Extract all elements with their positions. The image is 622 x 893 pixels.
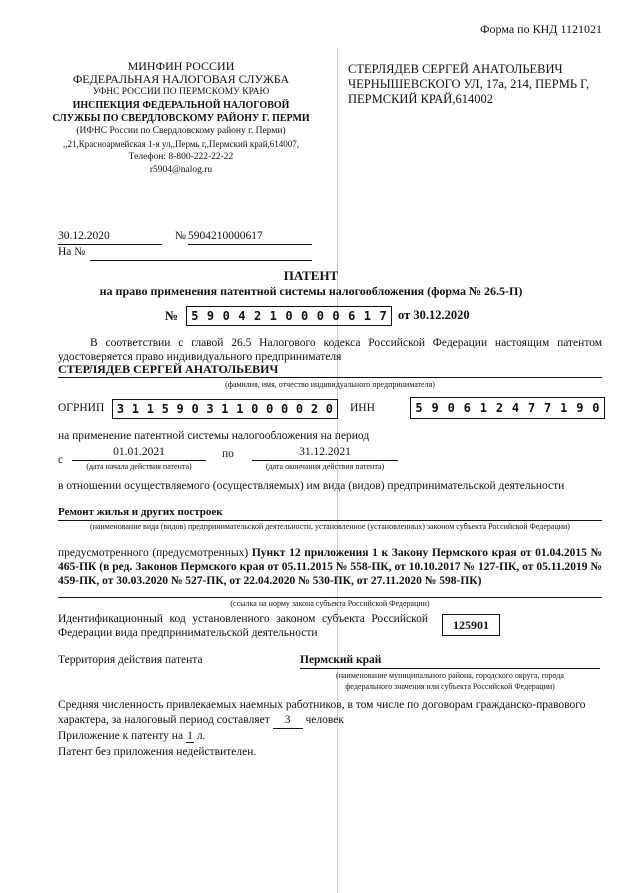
patent-number-digit: 2 <box>253 309 262 323</box>
ogrnip-digit: 1 <box>221 402 229 416</box>
inn-box <box>410 397 605 419</box>
ogrnip-digit: 5 <box>161 402 169 416</box>
ogrnip-digit: 0 <box>295 402 304 416</box>
inn-digit: 7 <box>544 401 552 415</box>
inn-digit: 7 <box>527 401 536 415</box>
reference-label: На № <box>58 246 86 258</box>
employees-paragraph <box>58 698 602 729</box>
appendix-line <box>58 730 205 743</box>
inn-digit: 2 <box>495 401 504 415</box>
patent-number-digit: 1 <box>269 309 277 323</box>
appendix-suffix: л. <box>196 730 206 742</box>
patent-number-digit: 0 <box>332 309 340 323</box>
period-text: на применение патентной системы налогообложения на период <box>58 430 370 442</box>
territory-label: Территория действия патента <box>58 654 203 666</box>
ogrnip-digit: 0 <box>280 402 289 416</box>
ogrnip-digit: 0 <box>266 402 274 416</box>
patent-number-digit: 5 <box>191 309 199 323</box>
inn-digit: 0 <box>592 401 600 415</box>
period-to-date: 31.12.2021 <box>252 446 398 461</box>
intro-paragraph: В соответствии с главой 26.5 Налогового кодекса Российской Федерации настоящим патентом удостоверяется право индивидуального предпринимателя <box>58 337 602 363</box>
outgoing-date: 30.12.2020 <box>58 230 162 245</box>
id-code-box: 125901 <box>442 614 500 636</box>
authority-service: ФЕДЕРАЛЬНАЯ НАЛОГОВАЯ СЛУЖБА <box>72 72 290 86</box>
authority-address: ,,21,Красноармейская 1-я ул,,Пермь г,,Пермский край,614007, <box>62 139 300 149</box>
law-prefix: предусмотренного (предусмотренных) <box>58 547 249 559</box>
reference-field <box>90 246 312 261</box>
appendix-prefix: Приложение к патенту на <box>58 730 184 742</box>
authority-email: r5904@nalog.ru <box>149 165 213 175</box>
patent-number-digit: 4 <box>238 309 246 323</box>
entrepreneur-name: СТЕРЛЯДЕВ СЕРГЕЙ АНАТОЛЬЕВИЧ <box>58 362 602 378</box>
outgoing-number: 5904210000617 <box>188 230 312 245</box>
employees-text: Средняя численность привлекаемых наемных работников, в том числе по договорам гражданско-правового характера, за налоговый период составляет <box>58 699 586 726</box>
ogrnip-digit: 9 <box>176 402 184 416</box>
law-reference <box>58 546 602 588</box>
territory-value: Пермский край <box>300 654 600 669</box>
recipient-street: ЧЕРНЫШЕВСКОГО УЛ, 17а, 214, ПЕРМЬ Г, <box>348 77 590 91</box>
period-from-label: с <box>58 454 64 466</box>
employees-unit: человек <box>305 714 344 726</box>
outgoing-number-label: № <box>175 230 186 242</box>
law-underline <box>58 596 602 598</box>
patent-number-digit: 7 <box>379 309 387 323</box>
period-to-caption: (дата окончания действия патента) <box>265 462 385 471</box>
patent-number-digit: 0 <box>316 309 324 323</box>
authority-inspection-2: СЛУЖБЫ ПО СВЕРДЛОВСКОМУ РАЙОНУ Г. ПЕРМИ <box>52 113 310 124</box>
inn-digit: 0 <box>447 401 455 415</box>
recipient-block <box>348 62 608 107</box>
ogrnip-digit: 2 <box>310 402 319 416</box>
activity-text: в отношении осуществляемого (осуществляемых) им вида (видов) предпринимательской деятельности <box>58 480 565 492</box>
inn-digit: 1 <box>479 401 487 415</box>
inn-digit: 5 <box>415 401 423 415</box>
employees-count: 3 <box>273 713 303 729</box>
ogrnip-digit: 0 <box>325 402 333 416</box>
patent-number-digit: 0 <box>285 309 293 323</box>
invalid-note: Патент без приложения недействителен. <box>58 746 257 758</box>
patent-number-digit: 1 <box>363 309 372 323</box>
authority-phone: Телефон: 8-800-222-22-22 <box>128 152 234 162</box>
recipient-name: СТЕРЛЯДЕВ СЕРГЕЙ АНАТОЛЬЕВИЧ <box>348 62 563 76</box>
ogrnip-digit: 1 <box>146 402 154 416</box>
activity-name: Ремонт жилья и других построек <box>58 506 602 521</box>
authority-block <box>50 60 312 177</box>
id-code-text: Идентификационный код установленного законом субъекта Российской Федерации вида предпринимательской деятельности <box>58 613 428 639</box>
inn-digit: 6 <box>463 401 471 415</box>
law-text: Пункт 12 приложения 1 к Закону Пермского края от 01.04.2015 № 465-ПК (в ред. Законов Пермского края от 05.11.2015 № 558-ПК, от 10.10.2017 № 127-ПК, от 05.11.2019 № 459-ПК, от 30.03.2020 № 527-ПК, от 22.04.2020 № 530-ПК, от 27.11.2020 № 598-ПК) <box>58 547 602 587</box>
ogrnip-digit: 0 <box>251 402 259 416</box>
patent-number-digit: 6 <box>348 309 356 323</box>
authority-short-name: (ИФНС России по Свердловскому району г. Перми) <box>76 126 286 136</box>
inn-digit: 4 <box>511 401 520 415</box>
inn-label: ИНН <box>350 402 375 414</box>
patent-number-digit: 0 <box>222 309 230 323</box>
patent-number-digit: 0 <box>301 309 309 323</box>
ogrnip-label: ОГРНИП <box>58 402 105 414</box>
period-from-date: 01.01.2021 <box>72 446 206 461</box>
ogrnip-digit: 0 <box>191 402 199 416</box>
ogrnip-digit: 3 <box>116 402 125 416</box>
territory-caption-2: федерального значения или субъекта Российской Федерации) <box>345 682 555 691</box>
entrepreneur-caption: (фамилия, имя, отчество индивидуального предпринимателя) <box>225 380 435 389</box>
activity-caption: (наименование вида (видов) предпринимательской деятельности, установленное (установленных) законом субъекта Российской Федерации) <box>90 522 570 531</box>
patent-number-label: № <box>165 308 179 323</box>
ogrnip-box <box>112 399 338 419</box>
inn-digit: 9 <box>576 401 584 415</box>
appendix-pages: 1 <box>187 730 193 742</box>
period-to-label: по <box>222 448 234 460</box>
authority-inspection: ИНСПЕКЦИЯ ФЕДЕРАЛЬНОЙ НАЛОГОВОЙ <box>72 100 290 111</box>
authority-regional: УФНС РОССИИ ПО ПЕРМСКОМУ КРАЮ <box>92 87 270 97</box>
form-code: Форма по КНД 1121021 <box>480 22 602 36</box>
patent-number-digit: 9 <box>206 309 215 323</box>
inn-digit: 1 <box>560 401 568 415</box>
inn-digit: 9 <box>431 401 439 415</box>
territory-caption-1: (наименование муниципального района, городского округа, города <box>336 671 564 680</box>
period-from-caption: (дата начала действия патента) <box>86 462 192 471</box>
authority-ministry: МИНФИН РОССИИ <box>127 59 235 73</box>
ogrnip-digit: 1 <box>236 402 244 416</box>
document-title: ПАТЕНТ <box>283 268 339 283</box>
patent-date: от 30.12.2020 <box>398 308 470 322</box>
recipient-city: ПЕРМСКИЙ КРАЙ,614002 <box>348 92 493 106</box>
patent-number-box <box>186 306 392 326</box>
ogrnip-digit: 1 <box>131 402 139 416</box>
law-caption: (ссылка на норму закона субъекта Российской Федерации) <box>230 599 430 608</box>
ogrnip-digit: 3 <box>206 402 214 416</box>
document-subtitle: на право применения патентной системы налогообложения (форма № 26.5-П) <box>99 284 523 298</box>
